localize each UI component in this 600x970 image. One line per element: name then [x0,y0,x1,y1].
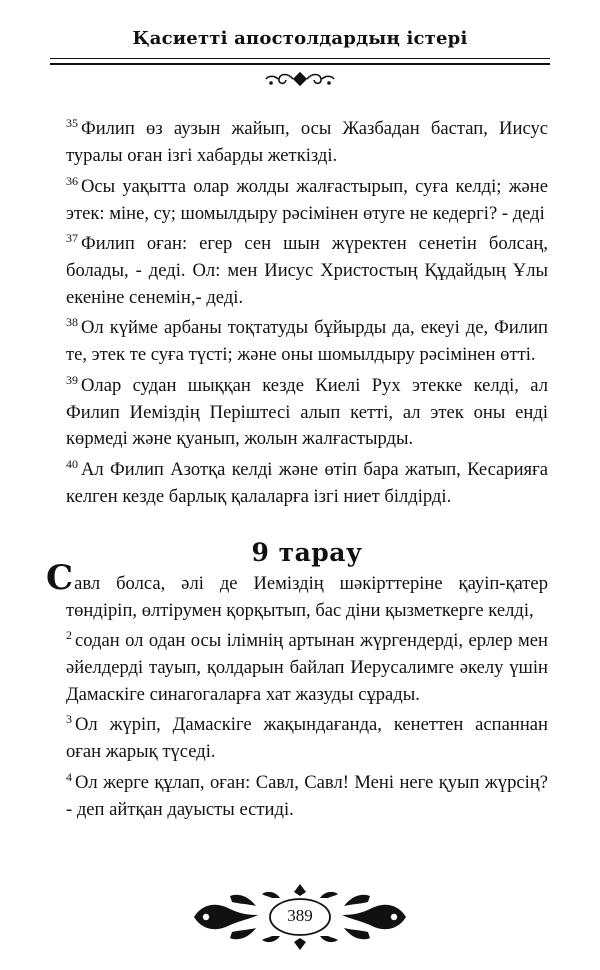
chapter-heading: 9 тарау [251,538,363,568]
verse-number: 36 [66,173,78,188]
verse-text: авл болса, әлі де Иеміздің шәкірттеріне қауіп-қатер төндіріп, өлтірумен қорқытып, бас діни қызметкерге келді, [66,573,548,621]
verse-number: 38 [66,315,78,330]
header-ornament-icon [262,70,338,88]
verse-number: 39 [66,372,78,387]
verse-number: 37 [66,231,78,246]
verse-number: 40 [66,456,78,471]
chapter-opening-verse [46,558,548,624]
drop-cap: С [46,558,74,599]
verse-text: Ал Филип Азотқа келді және өтіп бара жатып, Кесарияға келген кезде барлық қалаларға ізгі ниет білдірді. [66,458,548,507]
verse-number: 4 [66,769,72,784]
verse [66,231,548,311]
verse [66,373,548,453]
running-header: Қасиетті апостолдардың істері [132,28,468,49]
verse-number: 3 [66,711,72,726]
scripture-text [46,116,548,827]
verse-number: 2 [66,628,72,643]
verse [66,116,548,170]
header-rule-top [50,58,550,59]
verse [66,628,548,708]
page-number: 389 [287,906,313,925]
verse-text: Филип өз аузын жайып, осы Жазбадан бастап, Иисус туралы оған ізгі хабарды жеткізді. [66,118,548,167]
verse-text: Осы уақытта олар жолды жалғастырып, суға келді; және этек: міне, су; шомылдыру рәсімінен өтуге не кедергі? - деді [66,175,548,224]
verse [66,712,548,766]
verse [66,174,548,228]
verse [66,457,548,511]
verse-text: Филип оған: егер сен шын жүректен сенетін болсаң, болады, - деді. Ол: мен Иисус Христостың Құдайдың Ұлы екеніне сенемін,- деді. [66,233,548,308]
header-rule-bottom [50,63,550,65]
verse [66,315,548,369]
verse-text: Ол жүріп, Дамаскіге жақындағанда, кенеттен аспаннан оған жарық түседі. [66,713,548,763]
verse-number: 35 [66,116,78,130]
verse-text: Ол күйме арбаны тоқтатуды бұйырды да, екеуі де, Филип те, этек те суға түсті; және оны шомылдыру рәсімінен өтті. [66,317,548,366]
verse [66,770,548,824]
verse-text: содан ол одан осы ілімнің артынан жүргендерді, ерлер мен әйелдерді тауып, қолдарын байлап Иерусалимге әкелу үшін Дамаскіге синагогаларға хат жазуды сұрады. [66,630,548,705]
verse-text: Ол жерге құлап, оған: Савл, Савл! Мені неге қуып жүрсің? - деп айтқан дауысты естиді. [66,771,548,820]
verse-text: Олар судан шыққан кезде Киелі Рух этекке келді, ал Филип Иеміздің Періштесі алып кетті, ал этек оны енді көрмеді және қуанып, жолын жалғастырды. [66,374,548,450]
